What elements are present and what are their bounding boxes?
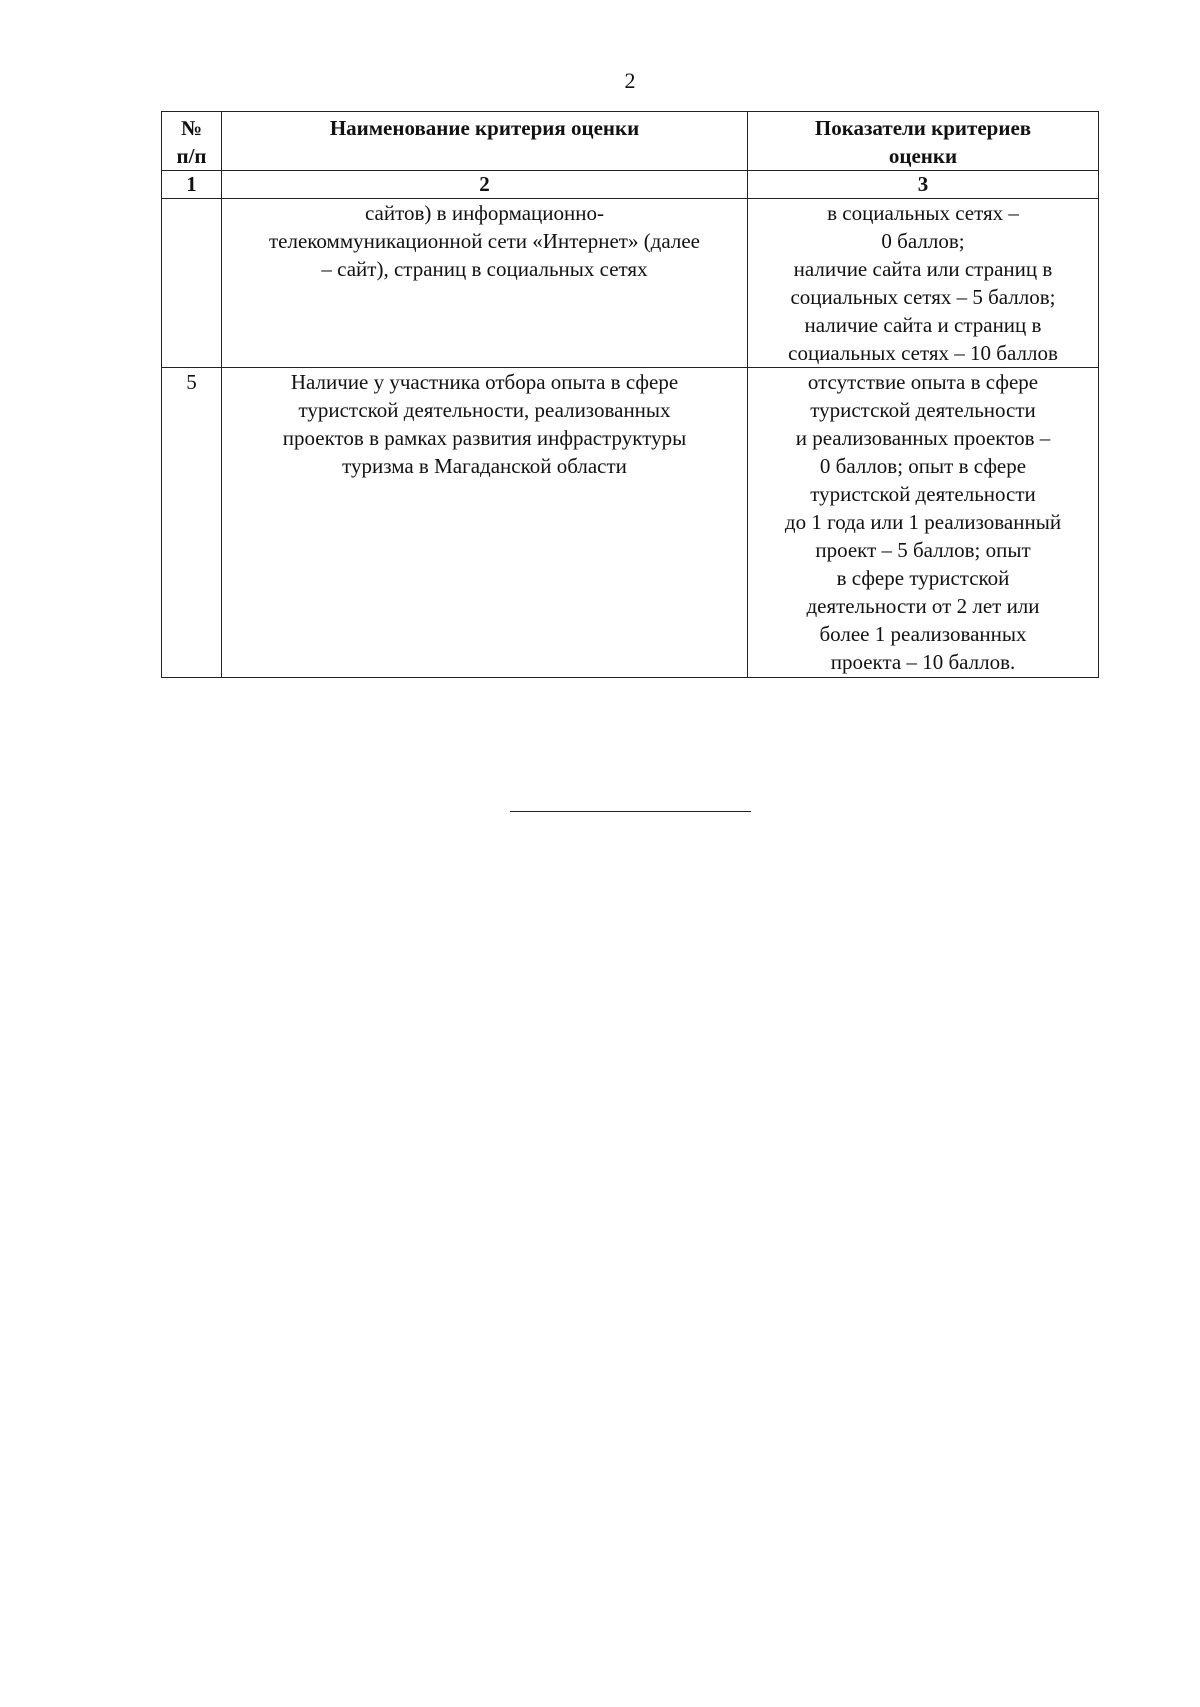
criterion-name-line: проектов в рамках развития инфраструктуры <box>282 426 687 450</box>
criterion-score-line: социальных сетях – 10 баллов <box>788 341 1058 365</box>
criterion-score-line: туристской деятельности <box>810 482 1036 506</box>
criterion-score-line: 0 баллов; опыт в сфере <box>819 454 1027 478</box>
criterion-score-line: деятельности от 2 лет или <box>806 594 1040 618</box>
table-row <box>162 199 1099 368</box>
page-number: 2 <box>624 68 636 93</box>
table-row <box>162 368 1099 678</box>
column-number-1: 1 <box>162 171 222 199</box>
row-number-cell <box>162 199 222 368</box>
criterion-name-line: телекоммуникационной сети «Интернет» (далее <box>269 229 700 253</box>
criterion-score-line: 0 баллов; <box>881 229 965 253</box>
criterion-name-line: туристской деятельности, реализованных <box>298 398 671 422</box>
table-header-row <box>162 112 1099 171</box>
column-number-3: 3 <box>748 171 1099 199</box>
criterion-score-line: в социальных сетях – <box>827 201 1019 225</box>
criterion-name-line: сайтов) в информационно- <box>364 201 605 225</box>
header-criterion-name: Наименование критерия оценки <box>222 112 748 171</box>
header-score-line-1: Показатели критериев <box>814 116 1032 140</box>
end-of-document-rule <box>510 811 751 812</box>
row-number-cell: 5 <box>162 368 222 678</box>
header-number-line-1: № <box>180 116 203 140</box>
column-number-row <box>162 171 1099 199</box>
criterion-name-line: Наличие у участника отбора опыта в сфере <box>290 370 679 394</box>
criterion-score-line: туристской деятельности <box>810 398 1036 422</box>
criterion-score-line: проекта – 10 баллов. <box>830 650 1016 674</box>
criterion-name-line: туризма в Магаданской области <box>342 454 627 478</box>
criterion-score-line: в сфере туристской <box>836 566 1010 590</box>
criterion-score-line: социальных сетях – 5 баллов; <box>790 285 1056 309</box>
criterion-name-cell <box>222 368 748 678</box>
criterion-name-cell <box>222 199 748 368</box>
criteria-table <box>161 111 1099 678</box>
criterion-score-line: наличие сайта и страниц в <box>804 313 1042 337</box>
criterion-score-line: до 1 года или 1 реализованный <box>784 510 1062 534</box>
header-number <box>162 112 222 171</box>
criterion-score-cell <box>748 199 1099 368</box>
criterion-score-line: проект – 5 баллов; опыт <box>815 538 1031 562</box>
header-number-line-2: п/п <box>176 144 207 168</box>
criterion-score-line: и реализованных проектов – <box>795 426 1051 450</box>
criterion-score-cell <box>748 368 1099 678</box>
header-criterion-score <box>748 112 1099 171</box>
criterion-score-line: отсутствие опыта в сфере <box>807 370 1039 394</box>
criterion-score-line: наличие сайта или страниц в <box>793 257 1053 281</box>
column-number-2: 2 <box>222 171 748 199</box>
criterion-score-line: более 1 реализованных <box>819 622 1027 646</box>
criterion-name-line: – сайт), страниц в социальных сетях <box>321 257 648 281</box>
header-score-line-2: оценки <box>888 144 958 168</box>
